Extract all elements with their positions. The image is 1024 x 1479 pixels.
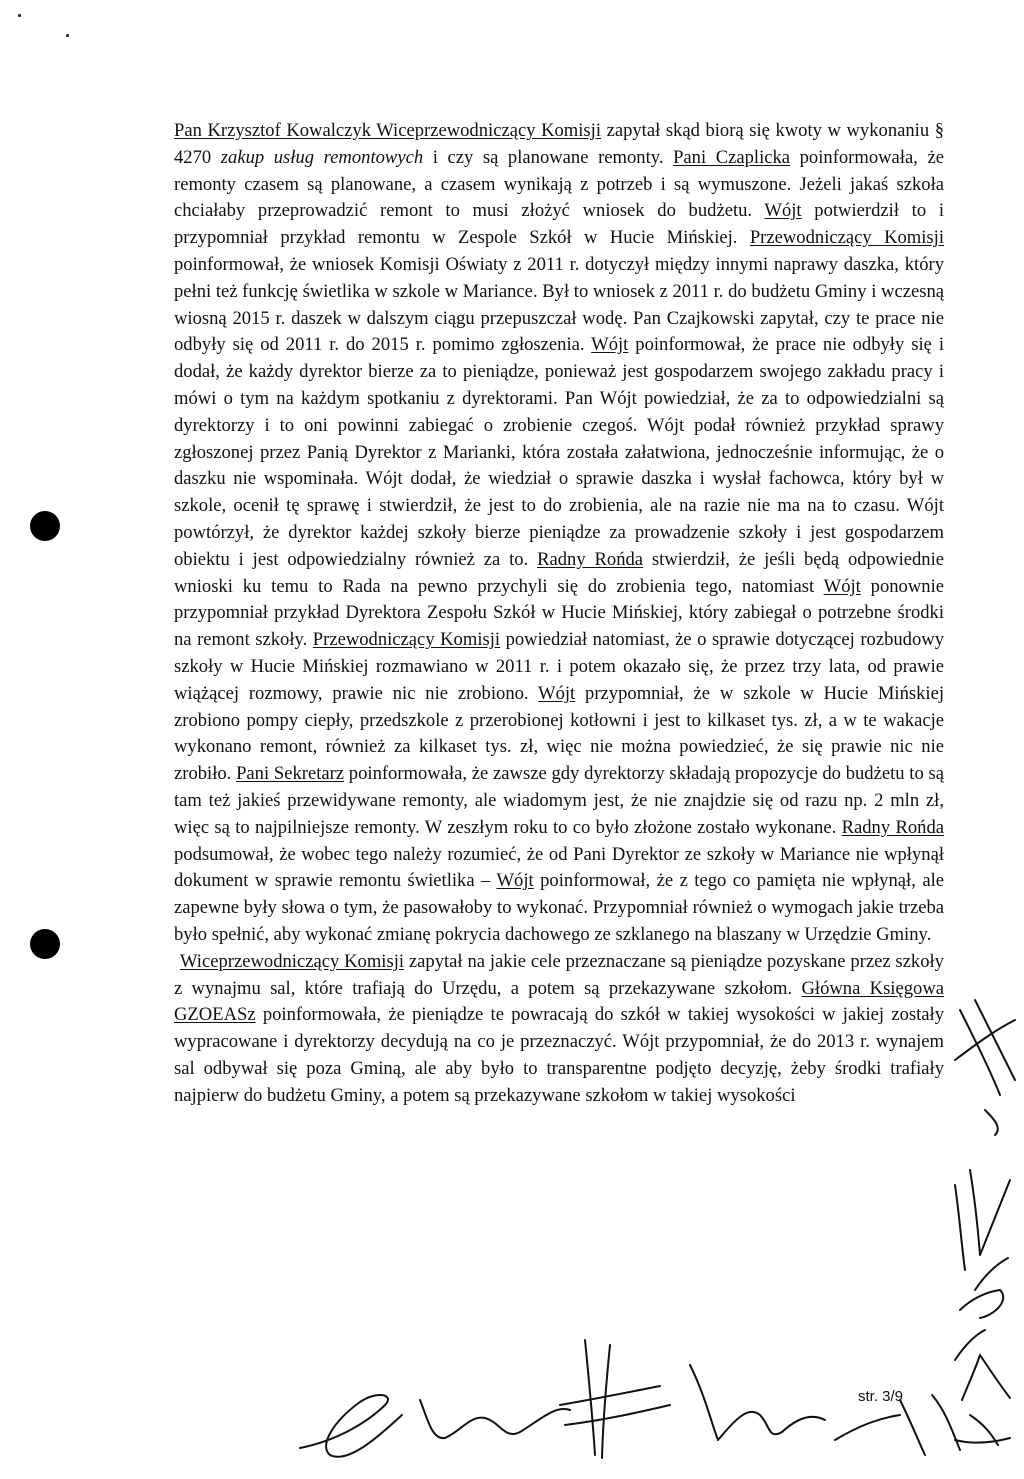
budget-item-name: zakup usług remontowych [220, 146, 424, 168]
text-run: przypomniał, że w szkole w Hucie Mińskiej zrobiono pompy ciepły, przedszkole z przerobionej kotłowni i jest to kilkaset tys. zł, a w te wakacje wykonano remont, również za kilkaset tys. zł, więc nie można powiedzieć, że się prawie nic nie zrobiło. [174, 682, 944, 785]
text-run: poinformowała, że pieniądze te powracają do szkół w takiej wysokości w jakiej zostały wypracowane i dyrektorzy decydują na co je przeznaczyć. Wójt przypomniał, że do 2013 r. wynajem sal odbywał się poza Gminą, ale aby było to transparentne podjęto decyzję, żeby środki trafiały najpierw do budżetu Gminy, a potem są przekazywane szkołom w takiej wysokości [174, 1004, 944, 1106]
text-run: zapytał skąd biorą się kwoty w wykonaniu § 4270 [174, 120, 944, 168]
speaker-name: Pani Sekretarz [236, 763, 345, 785]
scan-speck [66, 34, 69, 37]
text-run: powiedział natomiast, że o sprawie dotyczącej rozbudowy szkoły w Hucie Mińskiej rozmawiano w 2011 r. i potem okazało się, że przez trzy lata, od prawie wiążącej rozmowy, prawie nic nie zrobiono. [174, 629, 945, 704]
speaker-name: Wójt [764, 200, 802, 222]
text-run: ponownie przypomniał przykład Dyrektora Zespołu Szkół w Hucie Mińskiej, który zabiegał o potrzebne środki na remont szkoły. [174, 575, 944, 651]
text-run: poinformował, że prace nie odbyły się i dodał, że każdy dyrektor bierze za to pieniądze, ponieważ jest gospodarzem swojego zakładu pracy i mówi o tym na każdym spotkaniu z dyrektorami. Pan Wójt powiedział, że za to odpowiedzialni są dyrektorzy i to oni powinni zabiegać o zrobienie czegoś. Wójt podał również przykład sprawy zgłoszonej przez Panią Dyrektor z Marianki, która została załatwiona, jednocześnie informując, że o daszku nie wspominała. Wójt dodał, że wiedział o sprawie daszka i wysłał fachowca, który był w szkole, ocenił tę sprawę i stwierdził, że jest to do zrobienia, ale na razie nie ma na to czasu. Wójt powtórzył, że dyrektor każdej szkoły bierze pieniądze za prowadzenie szkoły i jest gospodarzem obiektu i jest odpowiedzialny również za to. [174, 334, 944, 570]
initials-scribble [955, 1000, 1015, 1135]
initials-scribble [955, 1330, 1010, 1400]
punch-hole [30, 511, 60, 541]
signature-scribble [300, 1395, 402, 1457]
document-body [174, 118, 944, 1109]
speaker-name: Wiceprzewodniczący Komisji [180, 950, 405, 972]
text-run: stwierdził, że jeśli będą odpowiednie wnioski ku temu to Rada na pewno przychyli się do zrobienia tego, natomiast [174, 548, 945, 597]
text-run: poinformowała, że zawsze gdy dyrektorzy składają propozycje do budżetu to są tam też jakieś przewidywane remonty, ale wiadomym jest, że nie znajdzie się od razu np. 2 mln zł, więc są to najpilniejsze remonty. W zeszłym roku to co było złożone zostało wykonane. [174, 763, 944, 838]
speaker-name: Wójt [823, 575, 861, 597]
scan-speck [18, 14, 21, 17]
text-run: poinformowała, że remonty czasem są planowane, a czasem wynikają z potrzeb i są wymuszone. Jeżeli jakaś szkoła chciałaby przeprowadzić remont to musi złożyć wniosek do budżetu. [174, 146, 944, 222]
text-run: poinformował, że wniosek Komisji Oświaty z 2011 r. dotyczył między innymi naprawy daszka, który pełni też funkcję świetlika w szkole w Mariance. Był to wniosek z 2011 r. do budżetu Gminy i wczesną wiosną 2015 r. daszek w dalszym ciągu przepuszczał wodę. Pan Czajkowski zapytał, czy te prace nie odbyły się od 2011 r. do 2015 r. pomimo zgłoszenia. [174, 253, 944, 356]
signature-scribble [420, 1400, 570, 1438]
paragraph [174, 949, 944, 1110]
speaker-name: Wójt [591, 334, 629, 356]
speaker-name: Pan Krzysztof Kowalczyk Wiceprzewodniczący Komisji [174, 120, 601, 141]
speaker-name: Radny Rońda [537, 548, 644, 570]
speaker-name: Radny Rońda [841, 816, 945, 838]
text-run: potwierdził to i przypomniał przykład remontu w Zespole Szkół w Hucie Mińskiej. [174, 200, 944, 249]
signature-scribble [560, 1340, 670, 1458]
speaker-name: Wójt [538, 682, 576, 704]
speaker-name: Wójt [496, 870, 534, 892]
text-run: poinformował, że z tego co pamięta nie wpłynął, ale zapewne były słowa o tym, że pasowałoby to wykonać. Przypomniał również o wymogach jakie trzeba było spełnić, aby wykonać zmianę pokrycia dachowego ze szklanego na blaszany w Urzędzie Gminy. [174, 870, 944, 945]
speaker-name: Główna Księgowa GZOEASz [174, 977, 945, 1026]
text-run: i czy są planowane remonty. [423, 146, 674, 168]
text-run: podsumował, że wobec tego należy rozumieć, że od Pani Dyrektor ze szkoły w Mariance nie wpłynął dokument w sprawie remontu świetlika – [174, 843, 944, 892]
punch-hole [30, 929, 60, 959]
initials-scribble [955, 1170, 1010, 1270]
signature-scribble [690, 1365, 825, 1440]
paragraph [174, 118, 944, 949]
initials-scribble [960, 1258, 1008, 1318]
speaker-name: Przewodniczący Komisji [312, 629, 501, 651]
text-run: zapytał na jakie cele przeznaczane są pieniądze pozyskane przez szkoły z wynajmu sal, które trafiają do Urzędu, a potem są przekazywane szkołom. [174, 950, 944, 999]
page-number: str. 3/9 [858, 1388, 904, 1405]
speaker-name: Przewodniczący Komisji [749, 227, 944, 249]
speaker-name: Pani Czaplicka [673, 146, 791, 168]
